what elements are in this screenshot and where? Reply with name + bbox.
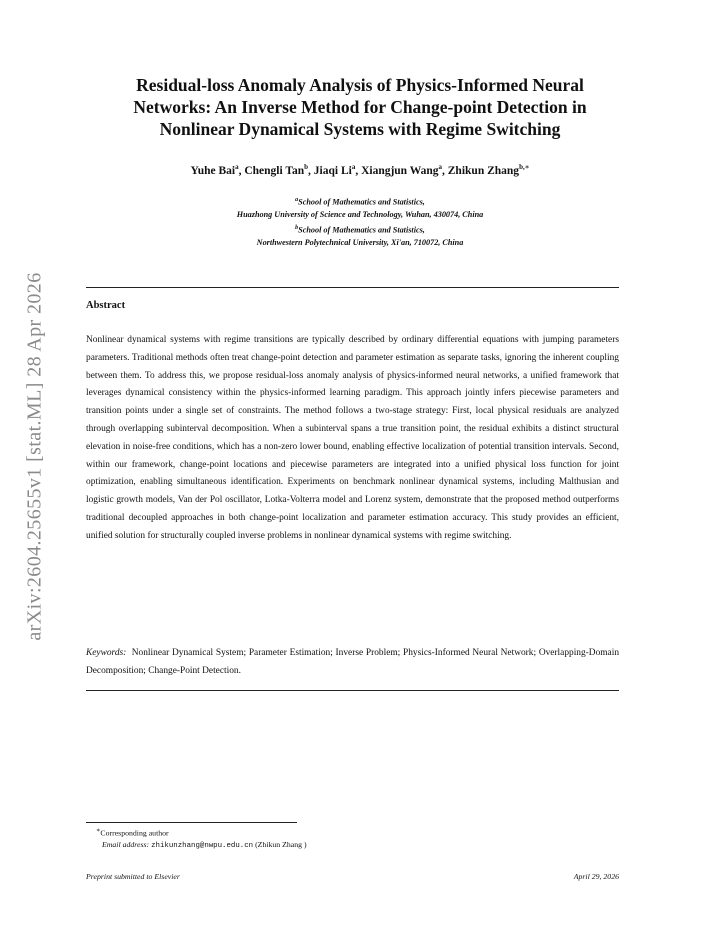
affiliation-mark: a	[295, 197, 299, 203]
footnote-mark: ∗	[96, 827, 101, 834]
author-affiliation-mark: b	[304, 163, 309, 171]
author-affiliation-mark: a	[351, 163, 356, 171]
keywords-text: Nonlinear Dynamical System; Parameter Estimation; Inverse Problem; Physics-Informed Neural Network; Overlapping-Domain Decomposition; Change-Point Detection.	[86, 648, 620, 676]
corresponding-author-note: Corresponding author	[100, 828, 169, 838]
author-affiliation-mark: a	[235, 163, 239, 171]
arxiv-identifier-stamp	[16, 246, 54, 666]
arxiv-identifier-text: arXiv:2604.25655v1 [stat.ML] 28 Apr 2026	[23, 271, 46, 641]
email-label: Email address:	[102, 839, 150, 849]
preprint-date: April 29, 2026	[573, 872, 619, 881]
author-affiliation-mark: a	[438, 163, 443, 171]
preprint-note: Preprint submitted to Elsevier	[86, 872, 180, 881]
author-name: Zhikun Zhang	[447, 164, 520, 177]
abstract-text: Nonlinear dynamical systems with regime transitions are typically described by ordinary differential equations with jumping parameters parameters. Traditional methods often treat change-point detection and parameter estimation as separate tasks, ignoring the inherent coupling between them. To address this, we propose residual-loss anomaly analysis of physics-informed neural networks, a unified framework that leverages dynamical consistency within the physics-informed learning paradigm. This approach jointly infers piecewise parameters and transition points under a single set of constraints. The method follows a two-stage strategy: First, local physical residuals are analyzed through overlapping subinterval decomposition. When a subinterval spans a true transition point, the residual exhibits a distinct structural elevation in noise-free conditions, which has a non-zero lower bound, enabling effective localization of potential transition intervals. Second, within our framework, change-point locations and piecewise parameters are integrated into a unified physical loss function for joint optimization, enabling simultaneous identification. Experiments on benchmark nonlinear dynamical systems, including Malthusian and logistic growth models, Van der Pol oscillator, Lotka-Volterra model and Lorenz system, demonstrate that the proposed method outperforms traditional decoupled approaches in both change-point localization and parameter estimation accuracy. This study provides an efficient, unified solution for structurally coupled inverse problems in nonlinear dynamical systems with regime switching.	[86, 335, 619, 541]
title-line-3: Nonlinear Dynamical Systems with Regime Switching	[159, 119, 561, 139]
affiliation-line: Northwestern Polytechnical University, Xi'an, 710072, China	[256, 237, 464, 247]
affiliation-line: Huazhong University of Science and Technology, Wuhan, 430074, China	[236, 209, 484, 219]
author-name: Yuhe Bai	[190, 164, 236, 177]
affiliation-a	[80, 194, 640, 221]
author-name: Chengli Tan	[244, 164, 305, 177]
paper-title	[80, 74, 640, 140]
footnote-rule	[86, 822, 297, 823]
keywords-label: Keywords:	[86, 648, 127, 658]
affiliation-line: School of Mathematics and Statistics,	[298, 197, 425, 207]
abstract-top-rule	[86, 287, 619, 288]
author-name: Xiangjun Wang	[361, 164, 439, 177]
keywords	[86, 645, 619, 681]
footnote	[96, 825, 307, 852]
abstract-heading: Abstract	[86, 300, 126, 311]
abstract-bottom-rule	[86, 690, 619, 691]
author-affiliation-mark: b,∗	[519, 163, 530, 171]
author-separator: ,	[355, 164, 362, 177]
title-line-2: Networks: An Inverse Method for Change-point Detection in	[133, 97, 587, 117]
author-list	[80, 162, 640, 177]
affiliation-b	[80, 222, 640, 249]
affiliation-mark: b	[295, 225, 299, 231]
author-separator: ,	[442, 164, 448, 177]
author-separator: ,	[308, 164, 314, 177]
title-line-1: Residual-loss Anomaly Analysis of Physics-Informed Neural	[136, 75, 584, 95]
author-name: Jiaqi Li	[313, 164, 352, 177]
email-link[interactable]: zhikunzhang@nwpu.edu.cn	[151, 841, 254, 850]
affiliation-line: School of Mathematics and Statistics,	[298, 225, 425, 235]
author-separator: ,	[238, 164, 245, 177]
email-owner: (Zhikun Zhang )	[255, 839, 307, 849]
